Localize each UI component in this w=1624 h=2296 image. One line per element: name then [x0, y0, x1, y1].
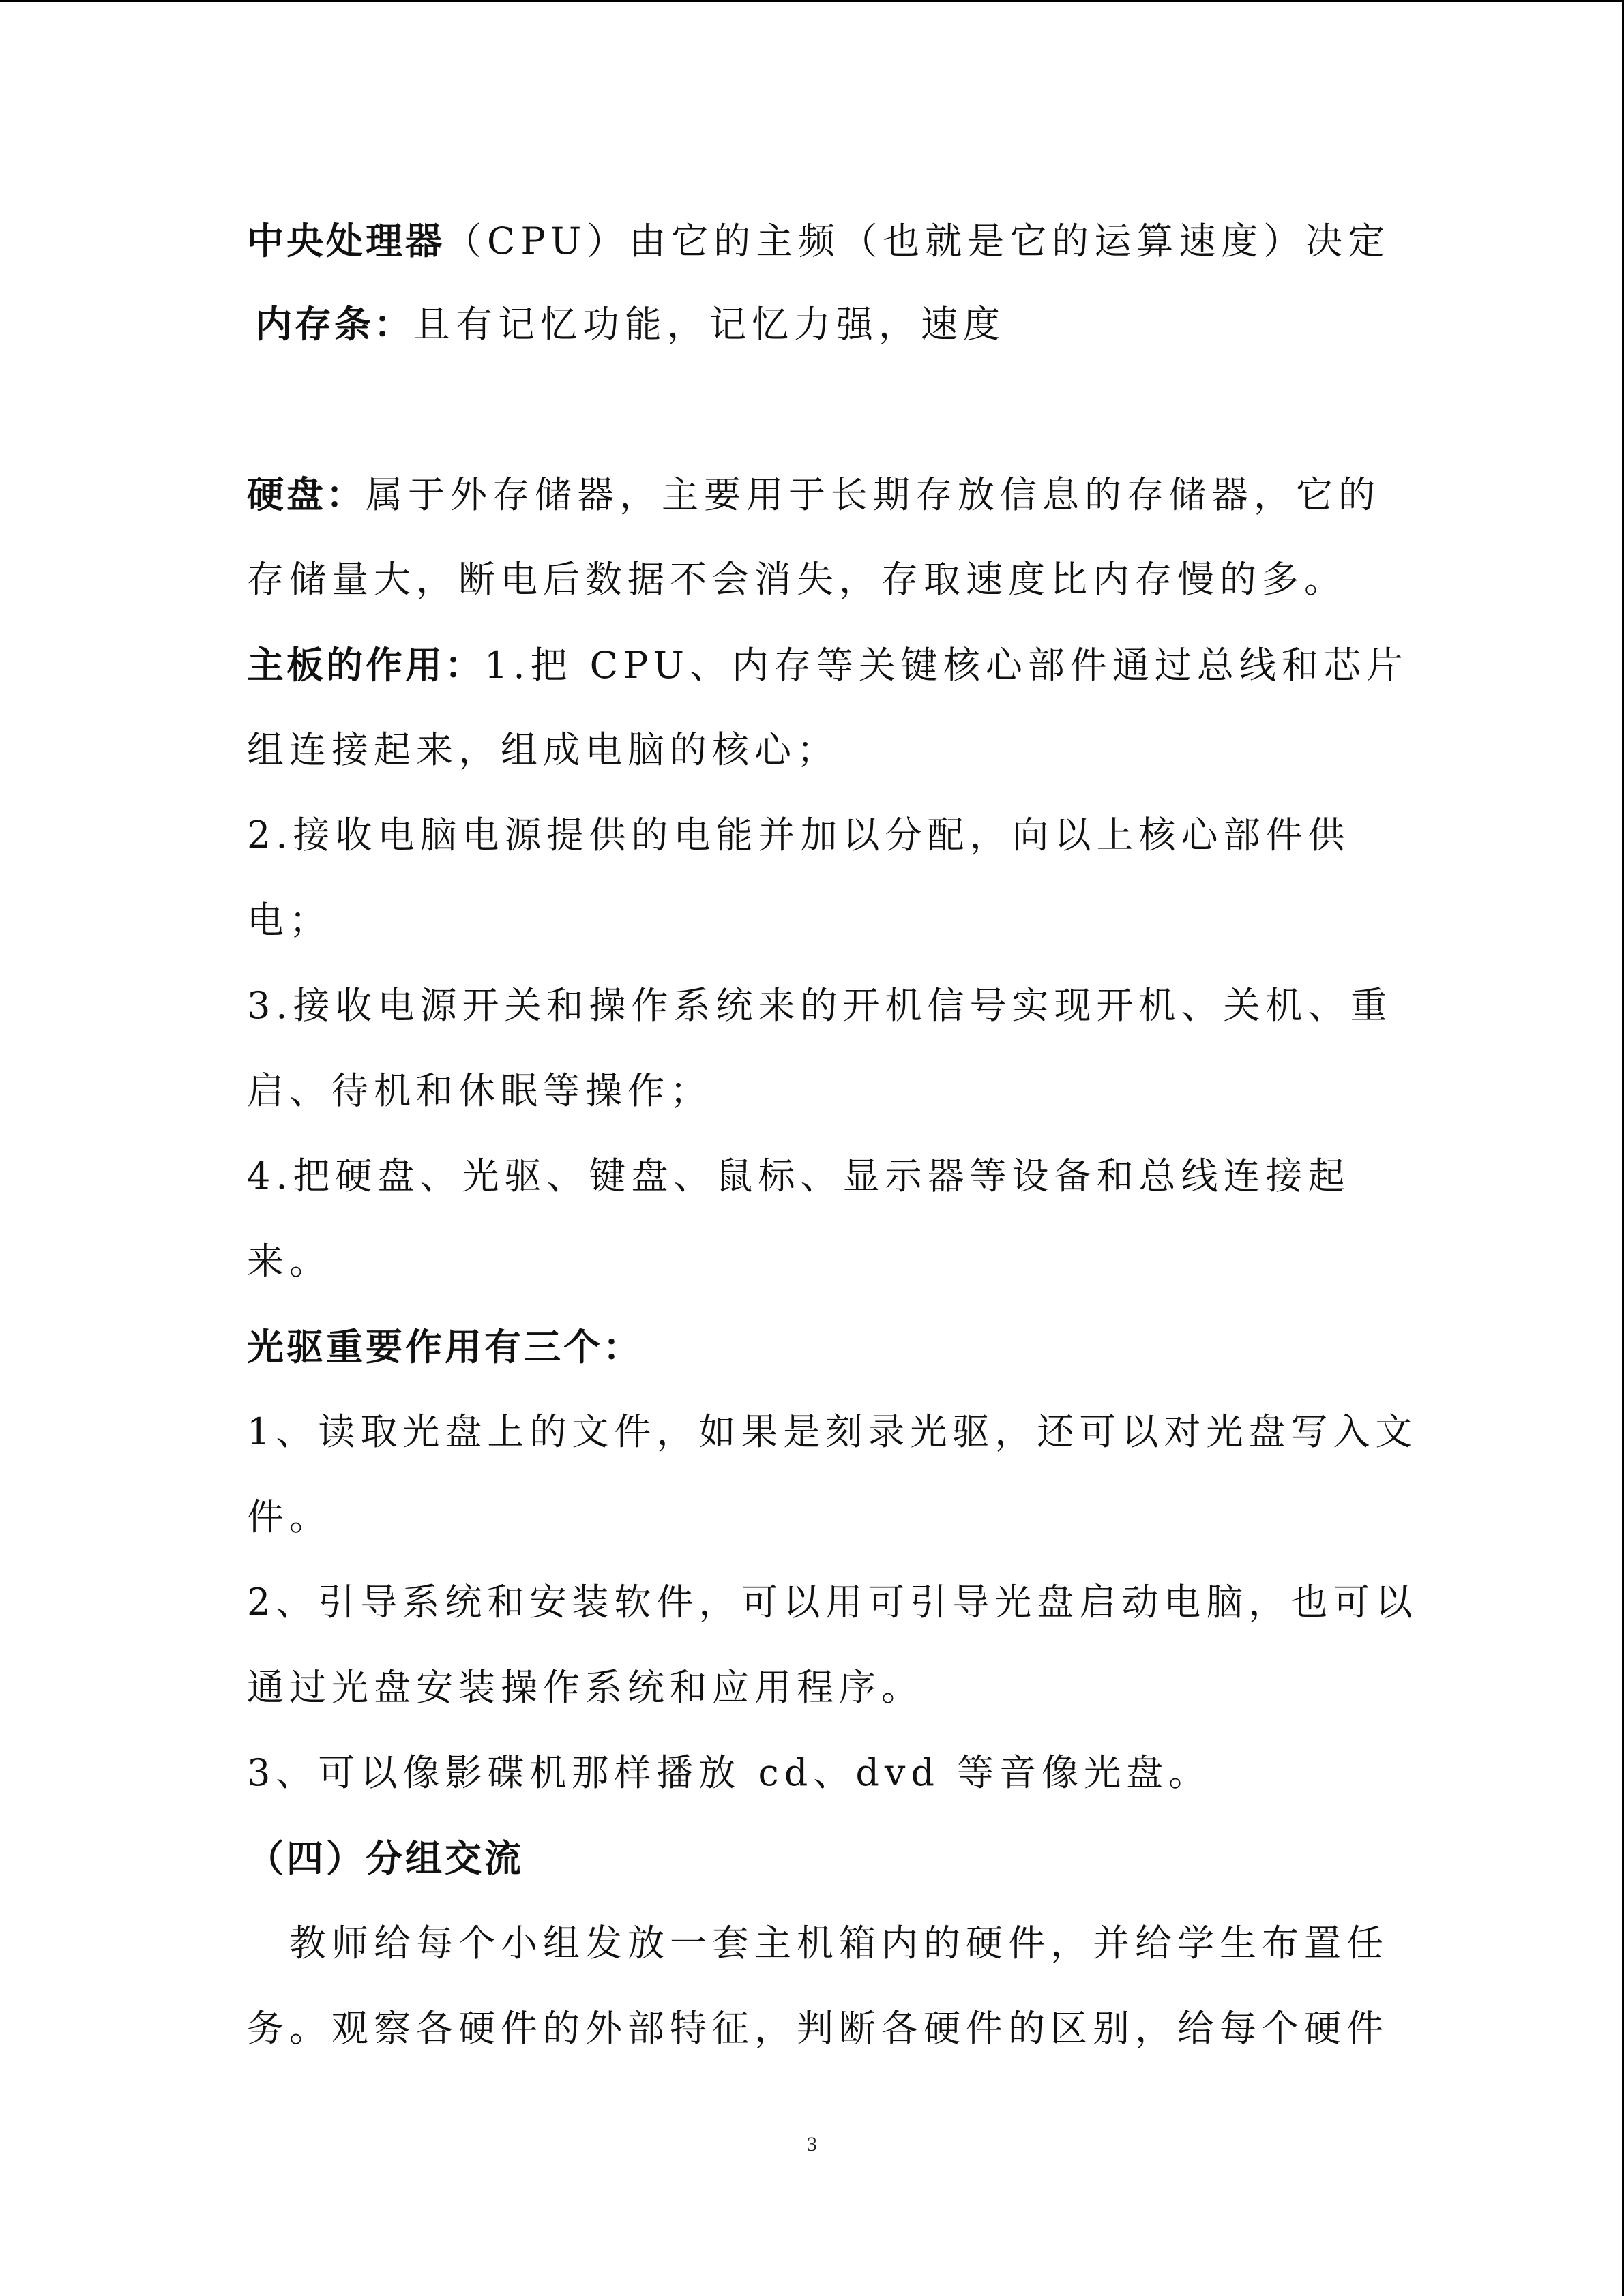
motherboard-line-8: 来。 — [247, 1240, 331, 1283]
harddisk-label: 硬盘： — [247, 473, 366, 516]
harddisk-line-2: 存储量大，断电后数据不会消失，存取速度比内存慢的多。 — [247, 558, 1346, 601]
optical-drive-line-4: 通过光盘安装操作系统和应用程序。 — [247, 1666, 924, 1709]
memory-text: 且有记忆功能，记忆力强，速度 — [413, 303, 1005, 346]
page-border-top — [0, 0, 1624, 2]
harddisk-text-1: 属于外存储器，主要用于长期存放信息的存储器，它的 — [366, 473, 1381, 516]
motherboard-line-2: 组连接起来，组成电脑的核心； — [247, 728, 839, 771]
motherboard-text-1: 1.把 CPU、内存等关键核心部件通过总线和芯片 — [484, 644, 1408, 687]
motherboard-line-6: 启、待机和休眠等操作； — [247, 1069, 712, 1112]
harddisk-line-1 — [247, 471, 1381, 518]
motherboard-line-3: 2.接收电脑电源提供的电能并加以分配，向以上核心部件供 — [247, 814, 1350, 856]
cpu-text: （CPU）由它的主频（也就是它的运算速度）决定 — [445, 220, 1391, 263]
group-exchange-line-1: 教师给每个小组发放一套主机箱内的硬件，并给学生布置任 — [247, 1922, 1389, 1965]
cpu-line — [247, 217, 1390, 265]
optical-drive-line-2: 件。 — [247, 1495, 331, 1538]
optical-drive-heading: 光驱重要作用有三个： — [247, 1325, 643, 1369]
optical-drive-line-3: 2、引导系统和安装软件，可以用可引导光盘启动电脑，也可以 — [247, 1581, 1418, 1624]
optical-drive-line-5: 3、可以像影碟机那样播放 cd、dvd 等音像光盘。 — [247, 1751, 1211, 1794]
memory-label: 内存条： — [255, 302, 413, 346]
motherboard-line-1 — [247, 641, 1408, 689]
motherboard-label: 主板的作用： — [247, 643, 484, 687]
group-exchange-line-2: 务。观察各硬件的外部特征，判断各硬件的区别，给每个硬件 — [247, 2007, 1389, 2050]
optical-drive-line-1: 1、读取光盘上的文件，如果是刻录光驱，还可以对光盘写入文 — [247, 1410, 1418, 1453]
motherboard-line-7: 4.把硬盘、光驱、键盘、鼠标、显示器等设备和总线连接起 — [247, 1154, 1350, 1197]
memory-line — [255, 300, 1005, 348]
page-number: 3 — [807, 2133, 817, 2156]
cpu-label: 中央处理器 — [247, 219, 445, 263]
motherboard-line-5: 3.接收电源开关和操作系统来的开机信号实现开机、关机、重 — [247, 984, 1393, 1027]
motherboard-line-4: 电； — [247, 899, 331, 942]
group-exchange-heading: （四）分组交流 — [247, 1836, 524, 1880]
